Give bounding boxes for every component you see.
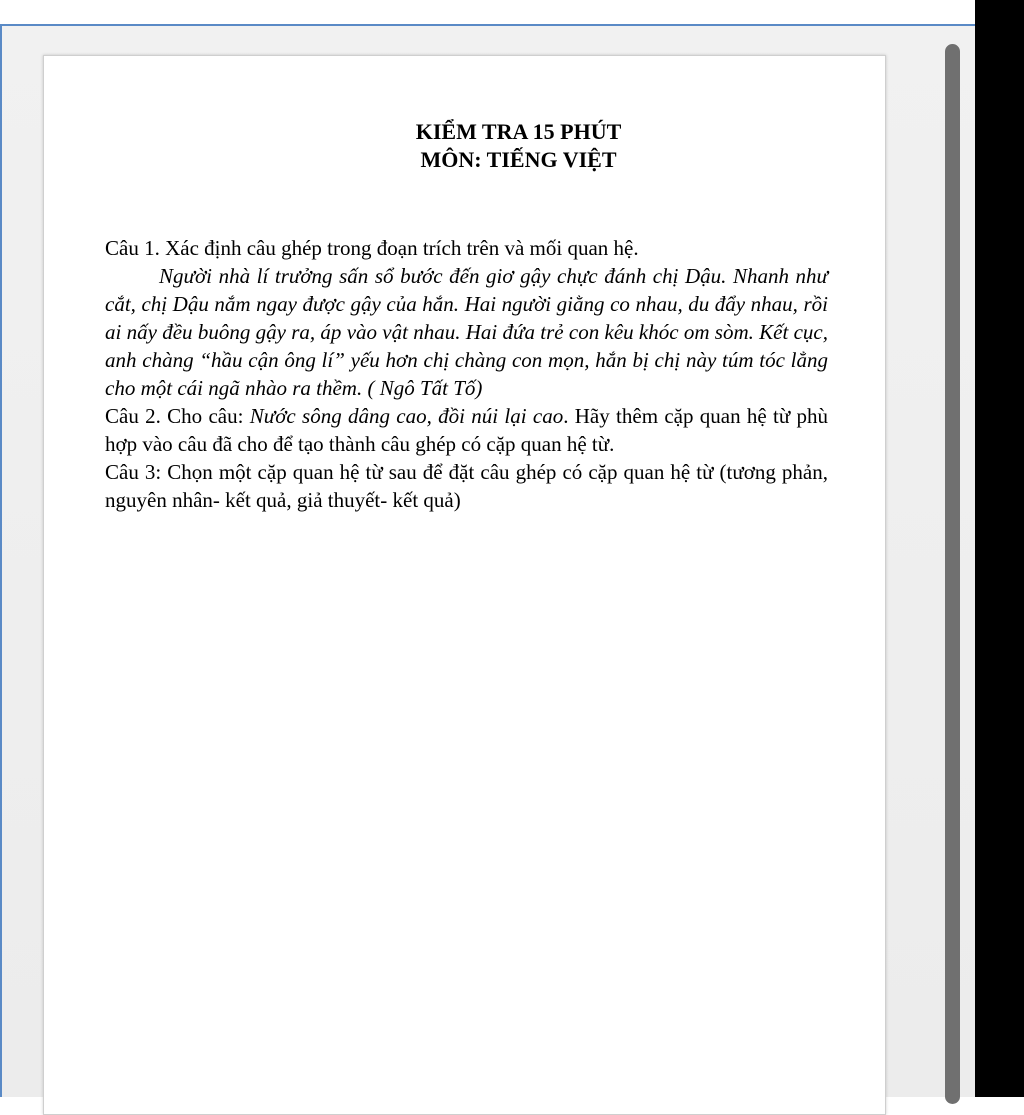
- question-2: [105, 402, 828, 458]
- scrollbar-thumb[interactable]: [945, 44, 960, 1104]
- screen-edge: [975, 0, 1024, 1097]
- question-3: Câu 3: Chọn một cặp quan hệ từ sau để đặt câu ghép có cặp quan hệ từ (tương phản, nguyên nhân- kết quả, giả thuyết- kết quả): [105, 460, 828, 512]
- document-body: [105, 234, 828, 514]
- question-2-sentence: Nước sông dâng cao, đồi núi lại cao: [249, 404, 564, 428]
- top-strip: [0, 0, 975, 24]
- document-page: [43, 55, 886, 1115]
- question-2-prefix: Câu 2. Cho câu:: [105, 404, 250, 428]
- excerpt-paragraph: Người nhà lí trưởng sấn sổ bước đến giơ gậy chực đánh chị Dậu. Nhanh như cắt, chị Dậu nắm ngay được gậy của hắn. Hai người giằng co nhau, du đẩy nhau, rồi ai nấy đều buông gậy ra, áp vào vật nhau. Hai đứa trẻ con kêu khóc om sòm. Kết cục, anh chàng “hầu cận ông lí” yếu hơn chị chàng con mọn, hắn bị chị này túm tóc lẳng cho một cái ngã nhào ra thềm. ( Ngô Tất Tố): [105, 264, 828, 400]
- question-1: Câu 1. Xác định câu ghép trong đoạn trích trên và mối quan hệ.: [105, 236, 639, 260]
- document-title: KIỂM TRA 15 PHÚT: [415, 119, 622, 144]
- question-2-suffix: . Hãy thêm cặp quan hệ từ phù hợp vào câu đã cho để tạo thành câu ghép có cặp quan hệ từ.: [105, 404, 829, 456]
- document-subtitle: MÔN: TIẾNG VIỆT: [420, 147, 617, 172]
